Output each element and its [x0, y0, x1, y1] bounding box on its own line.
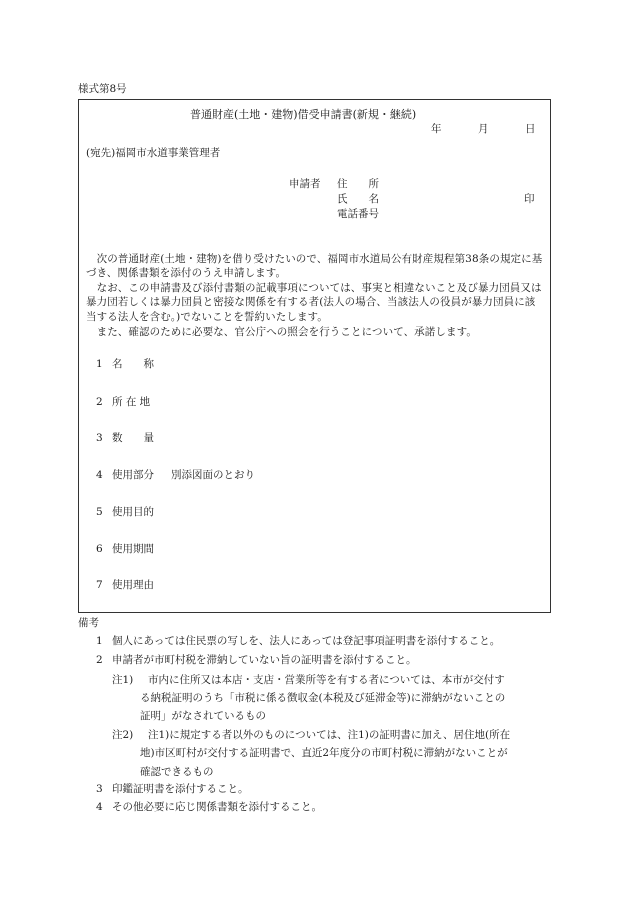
- form-title: 普通財産(土地・建物)借受申請書(新規・継続): [190, 108, 417, 121]
- note-2-line-3: 確認できるもの: [140, 766, 214, 778]
- body-paragraph-3: また、確認のために必要な、官公庁への照会を行うことについて、承諾します。: [86, 326, 477, 338]
- note-1-line-1: 市内に住所又は本店・支店・営業所等を有する者については、本市が交付す: [148, 674, 505, 686]
- remark-3-text: 印鑑証明書を添付すること。: [112, 783, 249, 795]
- remark-1-text: 個人にあっては住民票の写しを、法人にあっては登記事項証明書を添付すること。: [112, 635, 501, 647]
- remark-3-number: 3: [96, 783, 103, 795]
- item-2-label: 所 在 地: [112, 396, 151, 408]
- applicant-label: 申請者: [289, 178, 321, 190]
- item-4-label: 使用部分: [112, 469, 154, 481]
- seal-label: 印: [524, 193, 535, 205]
- note-1-line-2: る納税証明のうち「市税に係る徴収金(本税及び延滞金等)に滞納がないことの: [140, 692, 506, 704]
- address-label: 住 所: [337, 178, 379, 190]
- body-paragraph-1: 次の普通財産(土地・建物)を借り受けたいので、福岡市水道局公有財産規程第38条の規定に基づき、関係書類を添付のうえ申請します。: [86, 253, 543, 280]
- body-paragraph-2: なお、この申請書及び添付書類の記載事項については、事実と相違ないこと及び暴力団員又は暴力団若しくは暴力団員と密接な関係を有する者(法人の場合、当該法人の役員が暴力団員に該当する法人を含む。)でないことを誓約いたします。: [86, 282, 542, 323]
- date-day-label: 日: [525, 123, 536, 135]
- item-5-number: 5: [96, 506, 103, 518]
- item-6-label: 使用期間: [112, 543, 154, 555]
- item-2-number: 2: [96, 396, 103, 408]
- date-year-label: 年: [431, 123, 442, 135]
- item-3-number: 3: [96, 432, 103, 444]
- remarks-heading: 備考: [78, 617, 99, 629]
- item-4-value: 別添図面のとおり: [171, 469, 255, 481]
- item-4-number: 4: [96, 469, 103, 481]
- note-1-label: 注1): [112, 674, 134, 686]
- phone-label: 電話番号: [337, 208, 379, 220]
- note-1-line-3: 証明」がなされているもの: [140, 710, 266, 722]
- remark-2-text: 申請者が市町村税を滞納していない旨の証明書を添付すること。: [112, 654, 417, 666]
- item-1-number: 1: [96, 358, 103, 370]
- item-5-label: 使用目的: [112, 506, 154, 518]
- remark-4-text: その他必要に応じ関係書類を添付すること。: [112, 801, 322, 813]
- name-label: 氏 名: [337, 193, 379, 205]
- remark-2-number: 2: [96, 654, 103, 666]
- form-number: 様式第8号: [78, 83, 127, 95]
- remark-1-number: 1: [96, 635, 103, 647]
- note-2-label: 注2): [112, 729, 134, 741]
- note-2-line-1: 注1)に規定する者以外のものについては、注1)の証明書に加え、居住地(所在: [148, 729, 511, 741]
- item-6-number: 6: [96, 543, 103, 555]
- item-7-number: 7: [96, 579, 103, 591]
- note-2-line-2: 地)市区町村が交付する証明書で、直近2年度分の市町村税に滞納がないことが: [140, 747, 508, 759]
- item-7-label: 使用理由: [112, 579, 154, 591]
- date-month-label: 月: [478, 123, 489, 135]
- item-3-label: 数 量: [112, 432, 154, 444]
- remark-4-number: 4: [96, 801, 103, 813]
- item-1-label: 名 称: [112, 358, 154, 370]
- addressee: (宛先)福岡市水道事業管理者: [86, 147, 221, 159]
